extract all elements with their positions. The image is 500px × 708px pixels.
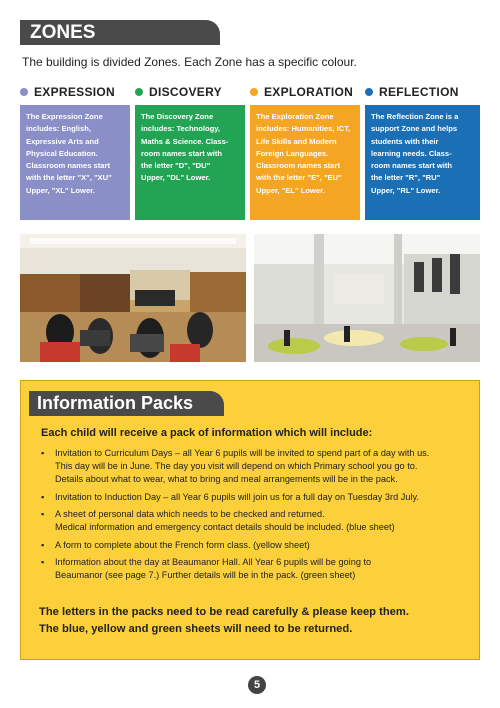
closing-line: The blue, yellow and green sheets will need to be returned. bbox=[39, 623, 353, 635]
zone-description bbox=[250, 105, 360, 220]
atrium-photo bbox=[254, 234, 480, 362]
list-item-line: Medical information and emergency contact details should be included. (blue sheet) bbox=[55, 522, 395, 532]
zone-line: includes: English, bbox=[26, 124, 91, 134]
dot-icon bbox=[365, 88, 373, 96]
zone-line: Life Skills and Modern bbox=[256, 136, 337, 146]
list-item bbox=[41, 491, 477, 504]
zone-reflection bbox=[365, 84, 480, 220]
list-item-line: A form to complete about the French form class. (yellow sheet) bbox=[55, 539, 310, 550]
zone-expression bbox=[20, 84, 130, 220]
list-item-line: Details about what to wear, what to bring and meal arrangements will be in the pack. bbox=[55, 474, 398, 484]
dot-icon bbox=[250, 88, 258, 96]
zone-title bbox=[250, 84, 360, 100]
zone-line: The Exploration Zone bbox=[256, 112, 334, 121]
list-item bbox=[41, 508, 477, 534]
zone-line: Upper, "EL" Lower. bbox=[256, 185, 325, 195]
zone-line: The Discovery Zone bbox=[141, 112, 214, 121]
list-item bbox=[41, 447, 477, 486]
zone-line: support Zone and helps bbox=[371, 124, 458, 134]
information-packs-panel bbox=[20, 380, 480, 660]
zone-title-text: EXPLORATION bbox=[264, 85, 354, 99]
zones-intro: The building is divided Zones. Each Zone has a specific colour. bbox=[22, 55, 357, 69]
list-item-line: This day will be in June. The day you visit will depend on which Primary school you go to. bbox=[55, 461, 418, 471]
zone-line: Upper, "RL" Lower. bbox=[371, 185, 441, 195]
zones-heading: ZONES bbox=[20, 20, 220, 45]
zone-line: includes: Technology, bbox=[141, 124, 221, 134]
list-item-line: Beaumanor (see page 7.) Further details will be in the pack. (green sheet) bbox=[55, 570, 356, 580]
zone-title-text: REFLECTION bbox=[379, 85, 459, 99]
zone-line: The Expression Zone bbox=[26, 112, 103, 121]
bullet-icon: ▪ bbox=[41, 509, 45, 519]
dot-icon bbox=[135, 88, 143, 96]
zone-title bbox=[365, 84, 480, 100]
zone-description bbox=[20, 105, 130, 220]
page-number: 5 bbox=[248, 676, 266, 694]
dot-icon bbox=[20, 88, 28, 96]
zone-line: learning needs. Class- bbox=[371, 148, 452, 158]
zone-line: the letter "D", "DU" bbox=[141, 161, 211, 171]
zone-title-text: EXPRESSION bbox=[34, 85, 116, 99]
zone-line: The Reflection Zone is a bbox=[371, 112, 459, 121]
zone-discovery bbox=[135, 84, 245, 220]
zone-title bbox=[20, 84, 130, 100]
zone-line: the letter "R", "RU" bbox=[371, 173, 441, 183]
bullet-icon: ▪ bbox=[41, 491, 45, 502]
list-item-line: Invitation to Induction Day – all Year 6 pupils will join us for a full day on Tuesday 3rd July. bbox=[55, 491, 419, 502]
list-item bbox=[41, 539, 477, 552]
classroom-photo bbox=[20, 234, 246, 362]
zone-line: Maths & Science. Class- bbox=[141, 136, 229, 146]
information-closing bbox=[39, 604, 475, 638]
closing-line: The letters in the packs need to be read carefully & please keep them. bbox=[39, 606, 409, 618]
list-item-line: Invitation to Curriculum Days – all Year 6 pupils will be invited to spend part of a day with us. bbox=[55, 448, 430, 458]
list-item bbox=[41, 556, 477, 582]
zone-line: Classroom names start bbox=[256, 161, 340, 171]
zone-line: students with their bbox=[371, 136, 439, 146]
zone-description bbox=[135, 105, 245, 220]
zone-exploration bbox=[250, 84, 360, 220]
bullet-icon: ▪ bbox=[41, 539, 45, 550]
zone-line: with the letter "X", "XU" bbox=[26, 173, 112, 183]
zone-title-text: DISCOVERY bbox=[149, 85, 222, 99]
zone-title bbox=[135, 84, 245, 100]
zone-line: Foreign Languages. bbox=[256, 148, 329, 158]
bullet-icon: ▪ bbox=[41, 448, 45, 458]
zone-description bbox=[365, 105, 480, 220]
zone-line: Classroom names start bbox=[26, 161, 110, 171]
zone-line: Upper, "XL" Lower. bbox=[26, 185, 95, 195]
information-packs-heading: Information Packs bbox=[29, 391, 224, 416]
zone-line: Upper, "DL" Lower. bbox=[141, 173, 211, 183]
information-lead: Each child will receive a pack of information which will include: bbox=[41, 427, 373, 439]
zone-line: with the letter "E", "EU" bbox=[256, 173, 342, 183]
list-item-line: A sheet of personal data which needs to be checked and returned. bbox=[55, 509, 325, 519]
zone-line: Physical Education. bbox=[26, 148, 98, 158]
information-list bbox=[41, 447, 477, 587]
zone-line: room names start with bbox=[371, 161, 453, 171]
zone-line: includes: Humanities, ICT, bbox=[256, 124, 351, 134]
list-item-line: Information about the day at Beaumanor Hall. All Year 6 pupils will be going to bbox=[55, 557, 372, 567]
bullet-icon: ▪ bbox=[41, 557, 45, 567]
zone-line: Expressive Arts and bbox=[26, 136, 99, 146]
zone-line: room names start with bbox=[141, 148, 223, 158]
